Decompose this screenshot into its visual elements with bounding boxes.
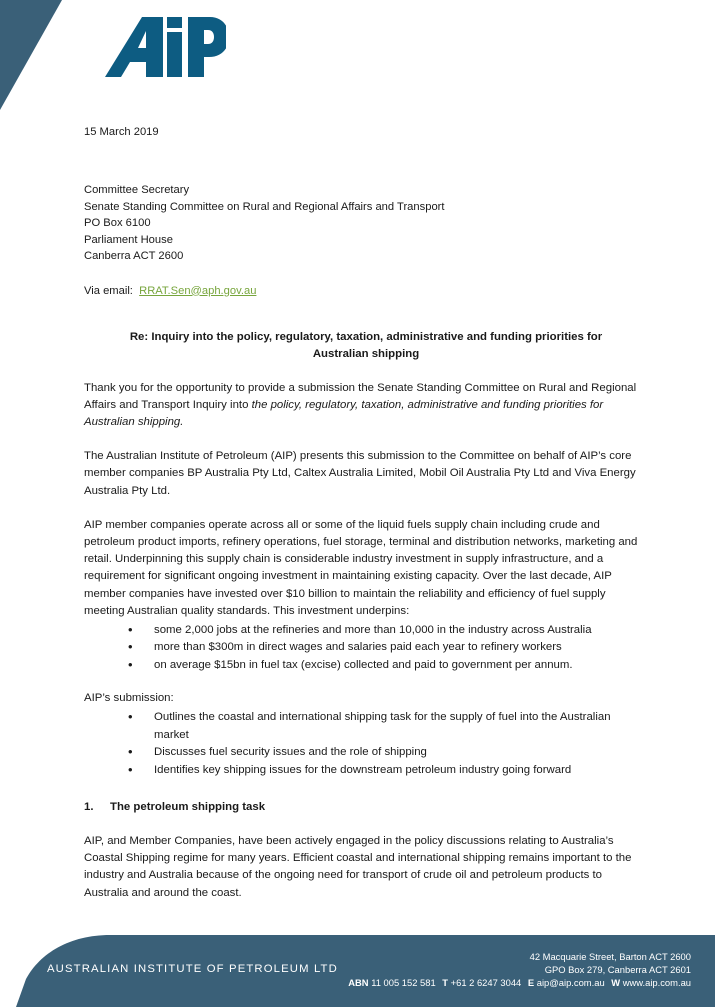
aip-logo: [104, 14, 226, 80]
list-item: • Outlines the coastal and international shipping task for the supply of fuel into the Australian market: [128, 709, 640, 744]
submission-bullet-list: [84, 709, 640, 779]
phone-value: +61 2 6247 3044: [450, 977, 522, 989]
section-heading-1: [84, 799, 640, 816]
recipient-email-link[interactable]: RRAT.Sen@aph.gov.au: [139, 284, 257, 297]
recipient-line: Canberra ACT 2600: [84, 250, 184, 262]
submission-intro: AIP’s submission:: [84, 692, 174, 705]
investment-bullet-list: [84, 622, 640, 674]
recipient-line: Senate Standing Committee on Rural and Regional Affairs and Transport: [84, 200, 445, 213]
recipient-line: Parliament House: [84, 233, 173, 246]
subject-line: Re: Inquiry into the policy, regulatory, taxation, administrative and funding priorities for Australian shipping: [129, 330, 603, 360]
footer-registration-line: [348, 976, 691, 989]
paragraph-opening: [84, 380, 640, 432]
recipient-line: Committee Secretary: [84, 184, 190, 196]
header-wedge-decoration: [0, 0, 120, 120]
list-item: • Discusses fuel security issues and the role of shipping: [128, 744, 640, 761]
web-label: W: [611, 977, 621, 989]
list-item: • on average $15bn in fuel tax (excise) collected and paid to government per annum.: [128, 657, 640, 674]
section-number: 1.: [84, 800, 94, 813]
footer-contact-details: [348, 950, 691, 990]
letter-date: 15 March 2019: [84, 126, 159, 138]
footer-organisation-name: AUSTRALIAN INSTITUTE OF PETROLEUM LTD: [47, 963, 338, 975]
via-email-label: Via email:: [84, 284, 133, 297]
abn-value: 11 005 152 581: [371, 977, 436, 989]
via-email-line: [84, 283, 640, 299]
letter-body: [84, 124, 640, 902]
inquiry-title-italic: the policy, regulatory, taxation, administrative and funding priorities for Australian shipping.: [84, 398, 604, 428]
footer-web-value[interactable]: www.aip.com.au: [622, 977, 691, 989]
recipient-address: [84, 182, 640, 265]
footer-email-value[interactable]: aip@aip.com.au: [536, 977, 605, 989]
list-item: • some 2,000 jobs at the refineries and more than 10,000 in the industry across Australia: [128, 622, 640, 639]
abn-label: ABN: [348, 977, 369, 989]
paragraph-shipping-task: AIP, and Member Companies, have been actively engaged in the policy discussions relating to Australia’s Coastal Shipping regime for many years. Efficient coastal and international shipping remains important to the industry and Australia because of the ongoing need for transport of crude oil and petroleum products to Australia and around the coast.: [84, 834, 632, 899]
paragraph-opening-lead: Thank you for the opportunity to provide a submission the Senate Standing Committee on Rural and Regional Affairs and Transport Inquiry into: [84, 381, 637, 411]
recipient-line: PO Box 6100: [84, 217, 151, 229]
email-label: E: [527, 977, 535, 989]
paragraph-supply-chain: AIP member companies operate across all or some of the liquid fuels supply chain including crude and petroleum product imports, refinery operations, fuel storage, terminal and distribution networks, marketing and retail. Underpinning this supply chain is considerable industry investment in supply infrastructure, and a requirement for significant ongoing investment in maintaining existing capacity. Over the last decade, AIP member companies have invested over $10 billion to maintain the reliability and efficiency of fuel supply meeting Australian quality standards. This investment underpins:: [84, 518, 638, 617]
section-title: The petroleum shipping task: [110, 800, 266, 813]
paragraph-about-aip: The Australian Institute of Petroleum (AIP) presents this submission to the Committee on behalf of AIP’s core member companies BP Australia Pty Ltd, Caltex Australia Limited, Mobil Oil Australia Pty Ltd and Viva Energy Australia Pty Ltd.: [84, 450, 636, 497]
page-footer: [0, 935, 715, 1007]
footer-address-line-2: GPO Box 279, Canberra ACT 2601: [544, 964, 691, 976]
list-item: • Identifies key shipping issues for the downstream petroleum industry going forward: [128, 762, 640, 779]
footer-address-line-1: 42 Macquarie Street, Barton ACT 2600: [529, 951, 691, 962]
list-item: • more than $300m in direct wages and salaries paid each year to refinery workers: [128, 639, 640, 656]
phone-label: T: [442, 977, 449, 989]
